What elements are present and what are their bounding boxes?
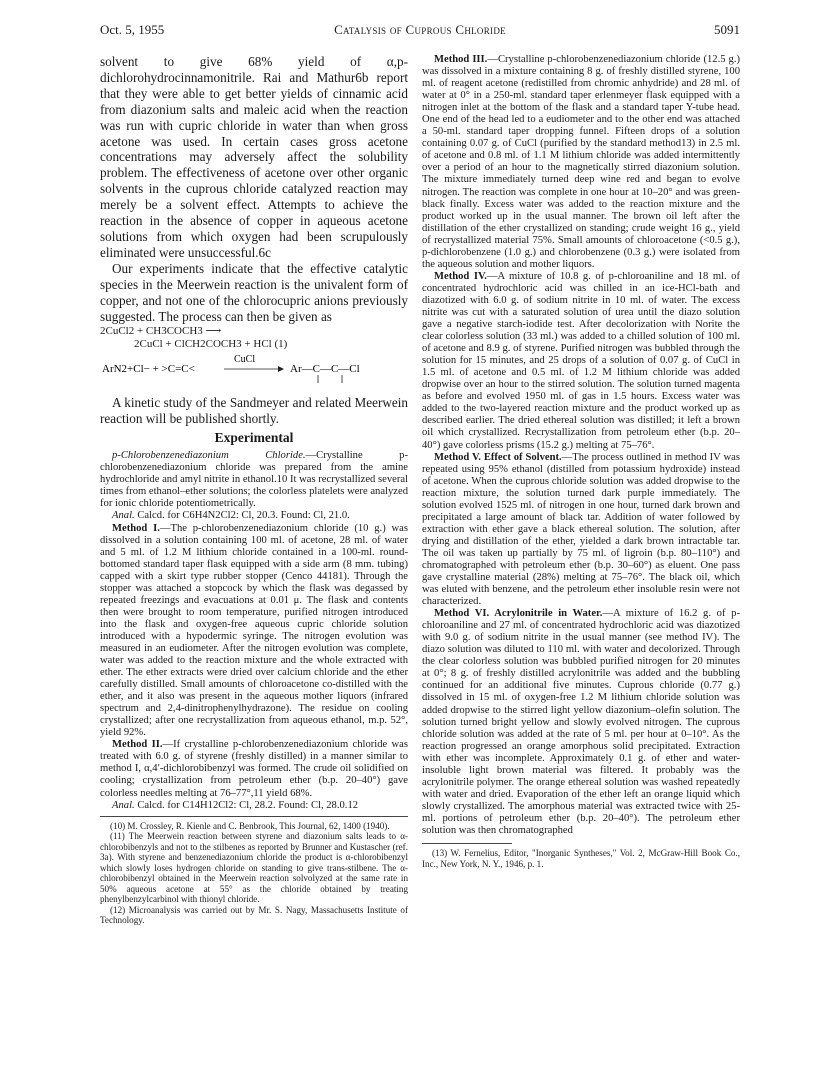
method-1-paragraph (100, 523, 408, 740)
method-6-text: —A mixture of 16.2 g. of p-chloroaniline and 27 ml. of concentrated hydrochloric acid was diazotized with 9.0 g. of sodium nitrite in the usual manner (see method IV). The diazo solution was diluted to 110 ml. with water and decolorized. Through the clear colorless solution was bubbled purified nitrogen for 20 minutes at 0°; 8 g. of freshly distilled acrylonitrile was added and the bubbling continued for an additional five minutes. Cuprous chloride (0.77 g.) dissolved in 15 ml. of oxygen-free 1.2 M lithium chloride solution was added dropwise to the stirred light yellow diazonium–olefin solution. The solution turned bright yellow and slowly evolved nitrogen. The cuprous chloride solution was added at the rate of 5 ml. per hour at 0–10°. As the reaction progressed an orange amorphous solid precipitated. Extraction with ether was incomplete. Approximately 0.1 g. of ether and water-insoluble light brown material was filtered. It probably was the acrylonitrile polymer. The orange ethereal solution was washed repeatedly with water and dried. Evaporation of the ether left an orange liquid which slowly crystallized. The amorphous material was extracted twice with 25-ml. portions of petroleum ether (b.p. 20–40°). The petroleum ether solution was then chromatographed (422, 608, 740, 836)
method-5-text: —The process outlined in method IV was repeated using 95% ethanol (distilled from potassium hydroxide) instead of acetone. When the cuprous chloride solution was added dropwise to the reaction mixture, the solution turned dark purple immediately. The solution evolved 1525 ml. of nitrogen in one hour, turned dark brown and precipitated a large amount of black tar. Addition of water followed by extraction with ether gave a black ethereal solution. The solution, after drying and distillation of the ether, yielded a dark brown intractable tar. The oil was taken up partially by 75 ml. of ligroin (b.p. 80–110°) and chromatographed with petroleum ether (b.p. 30–60°) as eluent. One pass gave crystalline material (28%) melting at 75–76°. The black oil, which was eluted with benzene, and the petroleum ether insoluble resin were not characterized. (422, 451, 740, 608)
footnote-rule (100, 816, 408, 817)
method-3-title: Method III. (434, 54, 488, 65)
diazonium-prep-paragraph (100, 450, 408, 510)
equation-2-catalyst: CuCl (234, 354, 256, 366)
intro-paragraph: solvent to give 68% yield of α,p-dichlorohydrocinnamonitrile. Rai and Mathur6b report that they were able to get better yields of cinnamic acid from diazonium salts and maleic acid when the reaction was run with cupric chloride in water than when gross acetone was used. In certain cases gross acetone concentrations may adversely affect the solubility problem. The effectiveness of acetone over other organic solvents in the cuprous chloride catalyzed reaction may merely be a solvent effect. Attempts to achieve the reaction in the absence of copper in aqueous acetone solutions from which oxygen had been scrupulously eliminated were unsuccessful.6c (100, 54, 408, 260)
equation-1 (100, 325, 408, 351)
method-5-paragraph (422, 452, 740, 609)
analysis-2-label: Anal. (112, 799, 135, 811)
method-3-text: —Crystalline p-chlorobenzenediazonium chloride (12.5 g.) was dissolved in a mixture containing 8 g. of freshly distilled styrene, 100 ml. of reagent acetone (redistilled from chromic anhydride) and 28 ml. of water at 0° in a 250-ml. standard taper erlenmeyer flask equipped with a nitrogen inlet at the bottom of the flask and a standard taper Y-tube head. One end of the head led to a eudiometer and to the other end was attached a 50-ml. standard taper dropping funnel. Fifteen drops of a solution containing 0.07 g. of CuCl (purified by the standard method13) in 2.5 ml. of acetone and 0.8 ml. of 1.1 M lithium chloride was added intermittently over a period of an hour to the magnetically stirred diazonium solution. The mixture immediately turned deep wine red and began to evolve nitrogen. The reaction was complete in one hour at 10–20° and was green-black finally. Excess water was added to the reaction mixture and the product worked up in the usual manner. The brown oil left after the distillation of the ether crystallized on standing; crude weight 16 g., yield of recrystallized material 75%. Small amounts of chloroacetone (<0.5 g.), p-dichlorobenzene (1.0 g.) and chlorobenzene (0.3 g.) were isolated from the aqueous solution and mother liquors. (422, 54, 740, 270)
header-date: Oct. 5, 1955 (100, 22, 165, 37)
footnote-11: (11) The Meerwein reaction between styrene and diazonium salts leads to α-chlorobibenzyls and not to the stilbenes as reported by Brunner and Kustascher (ref. 3a). With styrene and benzenediazonium chloride the product is α-chlorobibenzyl which slowly loses hydrogen chloride on standing to give trans-stilbene. The α-chlorobibenzyl obtained in the Meerwein reaction solvolyzed at the same rate in 50% aqueous acetone at 55° as the chloride obtained by treating phenylbenzylcarbinol with thionyl chloride. (100, 831, 408, 905)
analysis-2 (100, 800, 408, 812)
diazonium-prep-title: p-Chlorobenzenediazonium Chloride. (112, 450, 306, 462)
method-4-title: Method IV. (434, 270, 487, 282)
method-6-paragraph (422, 608, 740, 837)
method-1-title: Method I. (112, 522, 160, 534)
process-paragraph: Our experiments indicate that the effective catalytic species in the Meerwein reaction is the univalent form of copper, and not one of the chlorocupric anions previously suggested. The process can then be given as (100, 260, 408, 324)
diazonium-prep-text: —Crystalline p-chlorobenzenediazonium chloride was prepared from the amine hydrochloride and amyl nitrite in ethanol.10 It was recrystallized several times from ethanol–ether solutions; the colorless platelets were analyzed for ionic chloride potentiometrically. (100, 450, 408, 510)
reaction-arrow-head (278, 366, 284, 372)
equation-2 (100, 353, 408, 387)
kinetic-study-paragraph: A kinetic study of the Sandmeyer and related Meerwein reaction will be published shortly. (100, 395, 408, 427)
left-column (100, 54, 408, 926)
method-2-text: —If crystalline p-chlorobenzenediazonium chloride was treated with 6.0 g. of styrene (freshly distilled) in a manner similar to method I, α,4′-dichlorobibenzyl was formed. The crude oil solidified on cooling; crystallization from petroleum ether (b.p. 20–40°) gave colorless needles melting at 76–77°,11 yield 68%. (100, 739, 408, 799)
analysis-2-text: Calcd. for C14H12Cl2: Cl, 28.2. Found: Cl, 28.0.12 (137, 799, 359, 811)
experimental-heading: Experimental (214, 430, 294, 446)
header-page-number: 5091 (714, 22, 740, 37)
method-2-paragraph (100, 739, 408, 799)
header-title: Catalysis of Cuprous Chloride (334, 22, 506, 37)
equation-2-reactants: ArN2+Cl− + >C=C< (102, 363, 195, 376)
method-4-paragraph (422, 271, 740, 452)
method-6-title: Method VI. Acrylonitrile in Water. (434, 608, 603, 620)
equation-1-line-1: 2CuCl2 + CH3COCH3 ⟶ (100, 325, 222, 338)
equation-1-line-2: 2CuCl + ClCH2COCH3 + HCl (1) (134, 338, 288, 351)
footnote-13: (13) W. Fernelius, Editor, "Inorganic Syntheses," Vol. 2, McGraw-Hill Book Co., Inc., New York, N. Y., 1946, p. 1. (422, 848, 740, 869)
footnote-10: (10) M. Crossley, R. Kienle and C. Benbrook, This Journal, 62, 1400 (1940). (110, 820, 390, 831)
analysis-1-text: Calcd. for C6H4N2Cl2: Cl, 20.3. Found: Cl, 21.0. (137, 510, 350, 522)
analysis-1-label: Anal. (112, 510, 135, 522)
footnote-12: (12) Microanalysis was carried out by Mr. S. Nagy, Massachusetts Institute of Technology. (100, 904, 408, 926)
equation-2-product: Ar—C—C—Cl (290, 363, 360, 376)
method-4-text: —A mixture of 10.8 g. of p-chloroaniline and 18 ml. of concentrated hydrochloric acid was chilled in an ice-HCl-bath and diazotized with 6.0 g. of sodium nitrite in 10 ml. of water. The excess nitrite was cut with a saturated solution of urea until the diazo solution gave a negative starch-iodide test. After decolorization with Norite the clear colorless solution (33 ml.) was added to a chilled solution of 100 ml. of acetone and 8.9 g. of styrene. Purified nitrogen was bubbled through the solution for 15 minutes, and 25 drops of a solution of 0.07 g. of CuCl in 1.5 ml. of acetone and 0.5 ml. of 1.2 M lithium chloride was added dropwise over an hour to the stirred solution. The solution turned magenta as before and evolved 1950 ml. of gas in 1.5 hours. Excess water was added to the two-layered reaction mixture and the product worked up as described earlier. The dried ethereal solution was distilled; it left a brown oil which crystallized. Recrystallization from petroleum ether (b.p. 20–40°) gave colorless prisms (15.2 g.) melting at 75–76°. (422, 270, 740, 451)
running-header (100, 22, 740, 40)
method-5-title: Method V. Effect of Solvent. (434, 451, 562, 463)
method-2-title: Method II. (112, 739, 163, 751)
method-3-paragraph (422, 54, 740, 271)
analysis-1 (100, 510, 408, 522)
method-1-text: —The p-chlorobenzenediazonium chloride (10 g.) was dissolved in a solution containing 100 ml. of acetone, 28 ml. of water and 5 ml. of 1.2 M lithium chloride contained in a 100-ml. round-bottomed standard taper flask equipped with a side arm (8 mm. tubing) capped with a skirt type rubber stopper (Cenco 44181). Through the stopper was attached a stopcock by which the flask was degassed by repeated freezings and evacuations at 0.01 μ. The flask and contents then were brought to room temperature, purified nitrogen introduced into the flask and oxygen-free aqueous cupric chloride solution introduced with a hypodermic syringe. The nitrogen evolution was measured in an eudiometer. After the nitrogen evolution was complete, water was added to the reaction mixture and the whole extracted with ether. The ether extracts were dried over calcium chloride and the ether carefully distilled. Small amounts of chloroacetone co-distilled with the ether, and it also was present in the aqueous mother liquors (infrared spectrum and 2,4-dinitrophenylhydrazone). The residue on cooling crystallized; after one recrystallization from aqueous ethanol, m.p. 52°, yield 92%. (100, 522, 408, 739)
right-column (422, 54, 740, 869)
footnote-rule-right (422, 843, 512, 844)
